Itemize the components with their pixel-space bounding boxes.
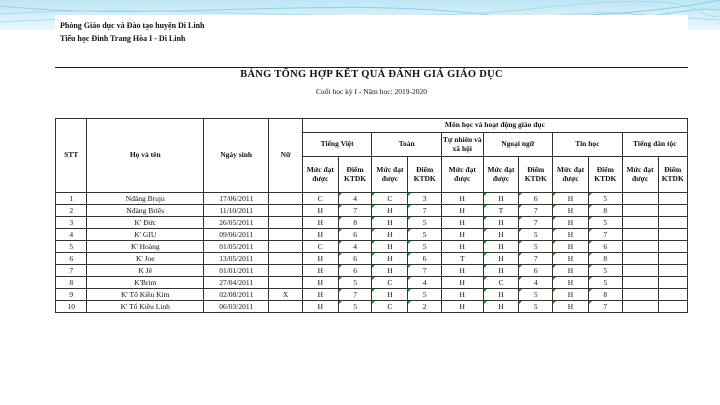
nn-level-header: Mức đạt được [483, 157, 519, 193]
row-grade-cell [622, 205, 658, 217]
row-female-cell [269, 241, 303, 253]
row-grade-cell: H [441, 241, 483, 253]
row-name-cell: Nđàng Briês [87, 205, 204, 217]
row-name-cell: K'Brim [87, 277, 204, 289]
row-name-cell: K' Tổ Kiều Linh [87, 301, 204, 313]
row-grade-cell: H [302, 229, 338, 241]
row-grade-cell: H [553, 289, 589, 301]
row-grade-cell [658, 217, 687, 229]
row-grade-cell: 5 [519, 289, 553, 301]
row-grade-cell: 7 [519, 217, 553, 229]
row-grade-cell: 5 [408, 289, 442, 301]
row-grade-cell: H [483, 265, 519, 277]
results-table [55, 118, 688, 313]
col-header-name: Họ và tên [87, 119, 204, 193]
row-grade-cell: 6 [519, 265, 553, 277]
row-grade-cell: C [302, 241, 338, 253]
nn-score-header: Điểm KTDK [519, 157, 553, 193]
row-grade-cell: H [441, 205, 483, 217]
row-grade-cell: H [302, 265, 338, 277]
row-dob-cell: 11/10/2011 [204, 205, 269, 217]
row-female-cell [269, 229, 303, 241]
row-grade-cell [622, 301, 658, 313]
row-grade-cell: H [553, 241, 589, 253]
row-grade-cell: H [483, 229, 519, 241]
row-grade-cell: 4 [338, 241, 372, 253]
row-grade-cell [622, 277, 658, 289]
th-level-header: Mức đạt được [553, 157, 589, 193]
toan-level-header: Mức đạt được [372, 157, 408, 193]
subject-header-tieng-dan-toc: Tiếng dân tộc [622, 133, 687, 157]
row-grade-cell [658, 229, 687, 241]
row-grade-cell: 7 [408, 265, 442, 277]
row-grade-cell: H [441, 277, 483, 289]
row-grade-cell [658, 193, 687, 205]
row-grade-cell: C [483, 277, 519, 289]
row-female-cell [269, 253, 303, 265]
row-grade-cell: H [553, 265, 589, 277]
row-grade-cell: H [372, 253, 408, 265]
row-grade-cell: H [441, 265, 483, 277]
row-grade-cell: C [372, 301, 408, 313]
row-grade-cell: H [302, 289, 338, 301]
row-grade-cell [622, 229, 658, 241]
row-grade-cell [658, 205, 687, 217]
document-subtitle: Cuối học kỳ I - Năm học: 2019-2020 [315, 87, 428, 96]
row-grade-cell: 7 [588, 301, 622, 313]
row-grade-cell: H [302, 217, 338, 229]
school-line: Tiểu học Đinh Trang Hòa I - Di Linh [60, 34, 186, 43]
row-stt-cell: 1 [56, 193, 87, 205]
row-dob-cell: 06/03/2011 [204, 301, 269, 313]
col-header-stt: STT [56, 119, 87, 193]
subject-header-ngoai-ngu: Ngoại ngữ [483, 133, 553, 157]
row-grade-cell: H [372, 241, 408, 253]
row-grade-cell [658, 301, 687, 313]
row-grade-cell: 5 [338, 277, 372, 289]
row-stt-cell: 7 [56, 265, 87, 277]
row-grade-cell [622, 289, 658, 301]
row-dob-cell: 17/06/2011 [204, 193, 269, 205]
row-grade-cell: 6 [588, 241, 622, 253]
row-grade-cell: 5 [588, 193, 622, 205]
subject-header-tieng-viet: Tiếng Việt [302, 133, 372, 157]
row-grade-cell [622, 193, 658, 205]
row-grade-cell [622, 241, 658, 253]
row-grade-cell [622, 217, 658, 229]
col-header-dob: Ngày sinh [204, 119, 269, 193]
row-grade-cell: 2 [408, 301, 442, 313]
row-female-cell [269, 301, 303, 313]
row-female-cell [269, 277, 303, 289]
row-grade-cell: 8 [588, 253, 622, 265]
row-grade-cell: H [553, 229, 589, 241]
tdt-level-header: Mức đạt được [622, 157, 658, 193]
table-row [56, 193, 688, 205]
row-grade-cell: 5 [408, 217, 442, 229]
row-dob-cell: 09/06/2011 [204, 229, 269, 241]
row-grade-cell [622, 253, 658, 265]
row-grade-cell: H [483, 241, 519, 253]
row-name-cell: K' Đức [87, 217, 204, 229]
row-grade-cell: H [553, 217, 589, 229]
row-grade-cell [658, 241, 687, 253]
col-header-subjects-group: Môn học và hoạt động giáo dục [302, 119, 687, 133]
row-stt-cell: 2 [56, 205, 87, 217]
row-grade-cell: 3 [408, 193, 442, 205]
row-grade-cell: H [372, 289, 408, 301]
row-dob-cell: 01/01/2011 [204, 265, 269, 277]
row-grade-cell: C [372, 193, 408, 205]
toan-score-header: Điểm KTDK [408, 157, 442, 193]
row-grade-cell: H [372, 217, 408, 229]
row-grade-cell: 5 [588, 217, 622, 229]
tv-score-header: Điểm KTDK [338, 157, 372, 193]
row-dob-cell: 27/04/2011 [204, 277, 269, 289]
row-grade-cell: 7 [588, 229, 622, 241]
table-row [56, 241, 688, 253]
row-grade-cell: 6 [408, 253, 442, 265]
row-stt-cell: 5 [56, 241, 87, 253]
tdt-score-header: Điểm KTDK [658, 157, 687, 193]
table-row [56, 289, 688, 301]
row-name-cell: K Jê [87, 265, 204, 277]
row-grade-cell: H [302, 205, 338, 217]
table-row [56, 277, 688, 289]
table-body [56, 193, 688, 313]
row-grade-cell: H [483, 193, 519, 205]
org-line: Phòng Giáo dục và Đào tạo huyện Di Linh [60, 21, 205, 30]
subject-header-toan: Toán [372, 133, 442, 157]
row-grade-cell: 8 [338, 217, 372, 229]
row-grade-cell: 5 [408, 241, 442, 253]
row-grade-cell: 4 [519, 277, 553, 289]
table-row [56, 301, 688, 313]
row-grade-cell: H [372, 229, 408, 241]
document-sheet [55, 15, 688, 387]
row-grade-cell: 6 [519, 193, 553, 205]
table-row [56, 229, 688, 241]
row-grade-cell: H [372, 205, 408, 217]
table-row [56, 253, 688, 265]
row-grade-cell: H [553, 277, 589, 289]
row-grade-cell: T [441, 253, 483, 265]
row-grade-cell: 4 [338, 193, 372, 205]
row-grade-cell: H [441, 229, 483, 241]
row-grade-cell: H [302, 253, 338, 265]
row-grade-cell: 7 [519, 253, 553, 265]
row-grade-cell: 5 [588, 265, 622, 277]
row-grade-cell [658, 289, 687, 301]
row-name-cell: K' Joe [87, 253, 204, 265]
row-grade-cell: H [441, 193, 483, 205]
row-grade-cell: 6 [338, 253, 372, 265]
row-dob-cell: 02/08/2011 [204, 289, 269, 301]
row-grade-cell: 6 [338, 229, 372, 241]
header-rule [55, 67, 688, 68]
row-dob-cell: 01/05/2011 [204, 241, 269, 253]
row-grade-cell: H [441, 301, 483, 313]
row-stt-cell: 6 [56, 253, 87, 265]
subject-header-tin-hoc: Tin học [553, 133, 623, 157]
row-stt-cell: 3 [56, 217, 87, 229]
row-grade-cell: H [441, 289, 483, 301]
row-grade-cell: 5 [588, 277, 622, 289]
row-grade-cell: H [483, 217, 519, 229]
col-header-female: Nữ [269, 119, 303, 193]
row-grade-cell: 5 [519, 241, 553, 253]
row-grade-cell [622, 265, 658, 277]
row-grade-cell: 7 [338, 205, 372, 217]
row-grade-cell: H [483, 289, 519, 301]
row-grade-cell: H [553, 205, 589, 217]
row-grade-cell: 7 [408, 205, 442, 217]
row-female-cell [269, 217, 303, 229]
subject-header-tnxh: Tự nhiên và xã hội [441, 133, 483, 157]
row-female-cell: X [269, 289, 303, 301]
row-name-cell: K' Tổ Kiều Kim [87, 289, 204, 301]
row-grade-cell: H [483, 253, 519, 265]
tv-level-header: Mức đạt được [302, 157, 338, 193]
row-grade-cell: H [302, 301, 338, 313]
row-grade-cell: 8 [588, 205, 622, 217]
row-female-cell [269, 193, 303, 205]
row-dob-cell: 13/05/2011 [204, 253, 269, 265]
row-name-cell: K' GIU [87, 229, 204, 241]
row-grade-cell: H [372, 265, 408, 277]
table-row [56, 205, 688, 217]
row-female-cell [269, 205, 303, 217]
row-grade-cell: H [441, 217, 483, 229]
row-grade-cell: 5 [408, 229, 442, 241]
row-grade-cell: 7 [338, 289, 372, 301]
row-grade-cell: H [553, 301, 589, 313]
table-row [56, 265, 688, 277]
row-name-cell: Nđàng Bruju [87, 193, 204, 205]
row-grade-cell: 5 [519, 229, 553, 241]
row-grade-cell: 7 [519, 205, 553, 217]
row-grade-cell: H [302, 277, 338, 289]
row-grade-cell: 6 [338, 265, 372, 277]
row-grade-cell: T [483, 205, 519, 217]
row-female-cell [269, 265, 303, 277]
row-stt-cell: 9 [56, 289, 87, 301]
row-name-cell: K' Hoàng [87, 241, 204, 253]
row-grade-cell: C [302, 193, 338, 205]
row-stt-cell: 4 [56, 229, 87, 241]
row-grade-cell [658, 253, 687, 265]
row-grade-cell: C [372, 277, 408, 289]
row-grade-cell [658, 277, 687, 289]
row-grade-cell: 8 [588, 289, 622, 301]
row-grade-cell: 5 [519, 301, 553, 313]
row-grade-cell: H [553, 253, 589, 265]
row-grade-cell: H [483, 301, 519, 313]
row-grade-cell: 4 [408, 277, 442, 289]
tnxh-level-header: Mức đạt được [441, 157, 483, 193]
row-grade-cell: H [553, 193, 589, 205]
th-score-header: Điểm KTDK [588, 157, 622, 193]
row-dob-cell: 26/05/2011 [204, 217, 269, 229]
row-grade-cell [658, 265, 687, 277]
table-row [56, 217, 688, 229]
row-stt-cell: 10 [56, 301, 87, 313]
row-stt-cell: 8 [56, 277, 87, 289]
document-title: BẢNG TỔNG HỢP KẾT QUẢ ĐÁNH GIÁ GIÁO DỤC [240, 69, 503, 80]
row-grade-cell: 5 [338, 301, 372, 313]
